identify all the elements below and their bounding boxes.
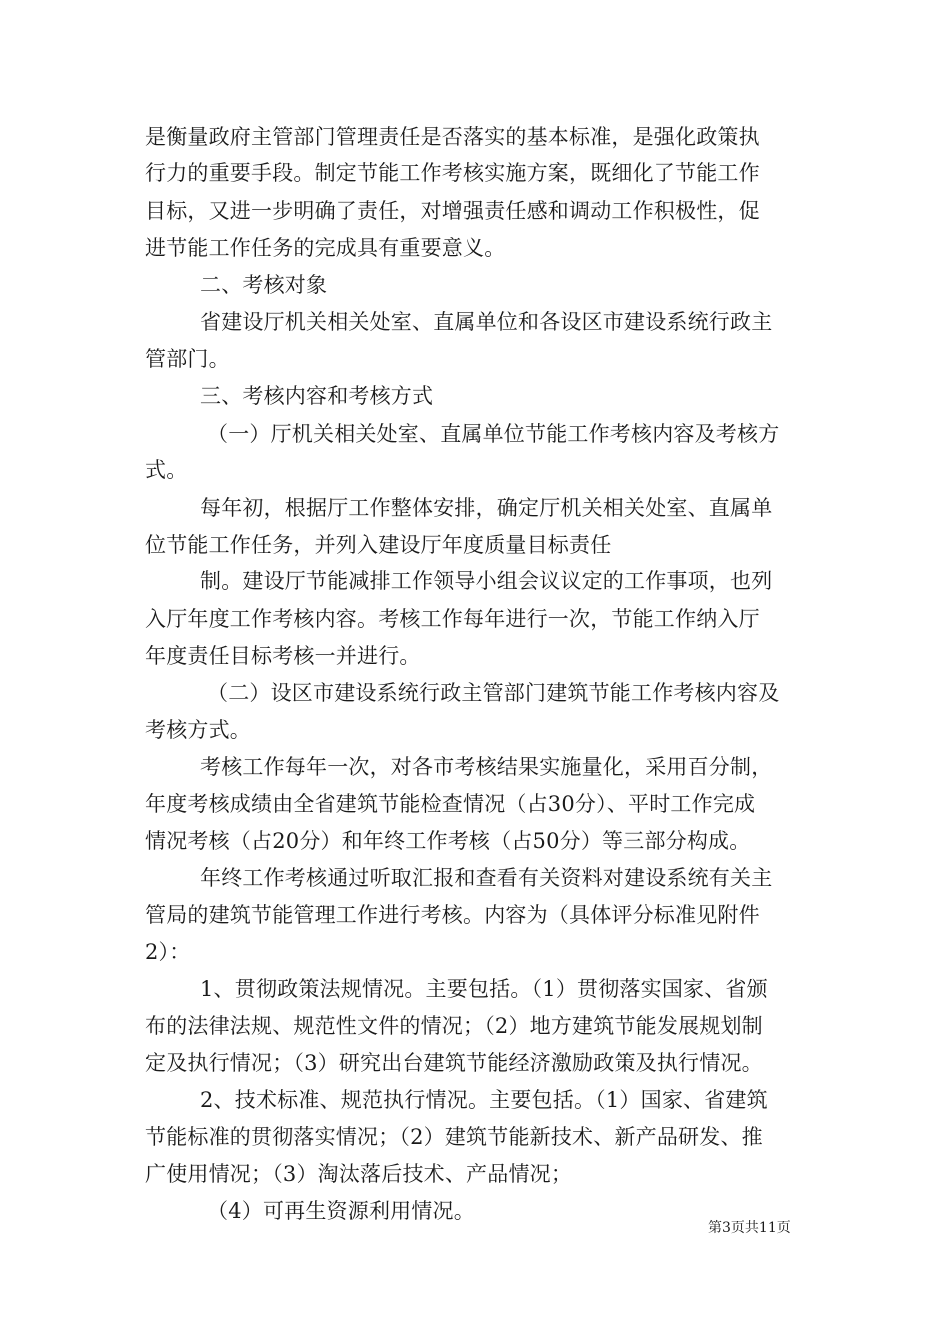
text-line: 情况考核（占20分）和年终工作考核（占50分）等三部分构成。 — [145, 829, 751, 853]
text-line: 1、贯彻政策法规情况。主要包括。（1）贯彻落实国家、省颁 — [200, 977, 768, 1001]
subsection-heading: （二）设区市建设系统行政主管部门建筑节能工作考核内容及 — [207, 681, 780, 705]
text-line: 进节能工作任务的完成具有重要意义。 — [145, 236, 506, 260]
text-line: 年度责任目标考核一并进行。 — [145, 644, 421, 668]
text-line: 管局的建筑节能管理工作进行考核。内容为（具体评分标准见附件 — [145, 903, 760, 927]
text-line: 年终工作考核通过听取汇报和查看有关资料对建设系统有关主 — [200, 866, 773, 890]
text-line: 目标，又进一步明确了责任，对增强责任感和调动工作积极性，促 — [145, 199, 760, 223]
text-line: 考核工作每年一次，对各市考核结果实施量化，采用百分制， — [200, 755, 773, 779]
text-line: 入厅年度工作考核内容。考核工作每年进行一次，节能工作纳入厅 — [145, 607, 760, 631]
subsection-heading: （一）厅机关相关处室、直属单位节能工作考核内容及考核方 — [207, 422, 780, 446]
text-line: 制。建设厅节能减排工作领导小组会议议定的工作事项，也列 — [200, 569, 773, 593]
text-line: 式。 — [145, 458, 188, 482]
text-line: （4）可再生资源利用情况。 — [207, 1199, 475, 1223]
text-line: 2、技术标准、规范执行情况。主要包括。（1）国家、省建筑 — [200, 1088, 768, 1112]
text-line: 考核方式。 — [145, 718, 251, 742]
text-line: 是衡量政府主管部门管理责任是否落实的基本标准，是强化政策执 — [145, 125, 760, 149]
text-line: 管部门。 — [145, 347, 230, 371]
text-line: 广使用情况；（3）淘汰落后技术、产品情况； — [145, 1162, 573, 1186]
section-heading: 三、考核内容和考核方式 — [200, 384, 434, 408]
section-heading: 二、考核对象 — [200, 273, 328, 297]
text-line: 布的法律法规、规范性文件的情况；（2）地方建筑节能发展规划制 — [145, 1014, 763, 1038]
text-line: 2）： — [145, 940, 191, 964]
page-number-footer: 第3页共11页 — [708, 1220, 791, 1236]
text-line: 行力的重要手段。制定节能工作考核实施方案，既细化了节能工作 — [145, 161, 760, 185]
text-line: 节能标准的贯彻落实情况；（2）建筑节能新技术、新产品研发、推 — [145, 1125, 763, 1149]
text-line: 省建设厅机关相关处室、直属单位和各设区市建设系统行政主 — [200, 310, 773, 334]
text-line: 定及执行情况；（3）研究出台建筑节能经济激励政策及执行情况。 — [145, 1051, 763, 1075]
text-line: 位节能工作任务，并列入建设厅年度质量目标责任 — [145, 533, 612, 557]
text-line: 每年初，根据厅工作整体安排，确定厅机关相关处室、直属单 — [200, 496, 773, 520]
text-line: 年度考核成绩由全省建筑节能检查情况（占30分）、平时工作完成 — [145, 792, 756, 816]
